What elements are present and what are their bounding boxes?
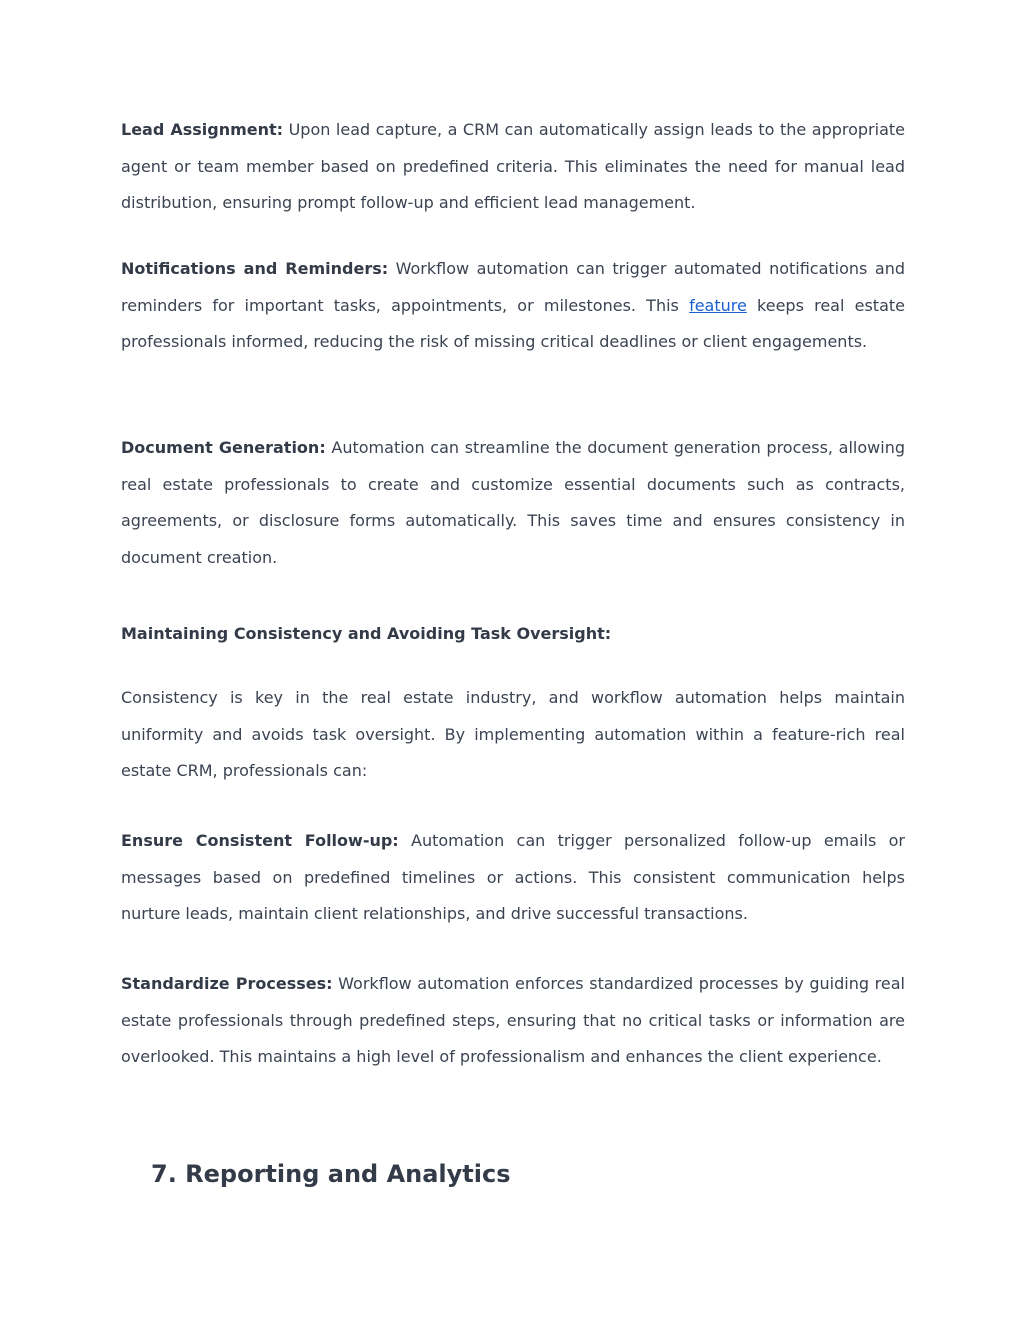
lead-assignment-text: Upon lead capture, a CRM can automatically assign leads to the appropriate agent or team member based on predefined criteria. This eliminates the need for manual lead distribution, ensuring prompt follow-up and efficient lead management. <box>121 120 905 212</box>
follow-up-label: Ensure Consistent Follow-up: <box>121 831 399 850</box>
notifications-label: Notifications and Reminders: <box>121 259 389 278</box>
document-generation-label: Document Generation: <box>121 438 326 457</box>
document-generation-paragraph <box>121 430 905 576</box>
notifications-text-after: keeps real estate professionals informed, reducing the risk of missing critical deadlines or client engagements. <box>121 295 905 351</box>
notifications-text-before: Workflow automation can trigger automated notifications and reminders for important tasks, appointments, or milestones. This <box>121 259 905 315</box>
follow-up-paragraph <box>121 823 905 933</box>
consistency-intro-paragraph: Consistency is key in the real estate industry, and workflow automation helps maintain uniformity and avoids task oversight. By implementing automation within a feature-rich real estate CRM, professionals can: <box>121 688 905 780</box>
section-heading: 7. Reporting and Analytics <box>151 1160 511 1188</box>
standardize-text: Workflow automation enforces standardized processes by guiding real estate professionals through predefined steps, ensuring that no critical tasks or information are overlooked. This maintains a high level of professionalism and enhances the client experience. <box>121 974 906 1066</box>
document-generation-text: Automation can streamline the document generation process, allowing real estate professionals to create and customize essential documents such as contracts, agreements, or disclosure forms automatically. This saves time and ensures consistency in document creation. <box>121 438 905 567</box>
follow-up-text: Automation can trigger personalized follow-up emails or messages based on predefined timelines or actions. This consistent communication helps nurture leads, maintain client relationships, and drive successful transactions. <box>121 831 905 923</box>
standardize-paragraph <box>121 966 905 1076</box>
notifications-paragraph <box>121 251 905 361</box>
lead-assignment-label: Lead Assignment: <box>121 120 284 139</box>
standardize-label: Standardize Processes: <box>121 974 333 993</box>
lead-assignment-paragraph <box>121 112 905 222</box>
feature-link[interactable]: feature <box>689 295 747 315</box>
consistency-subheading: Maintaining Consistency and Avoiding Task Oversight: <box>121 624 612 643</box>
